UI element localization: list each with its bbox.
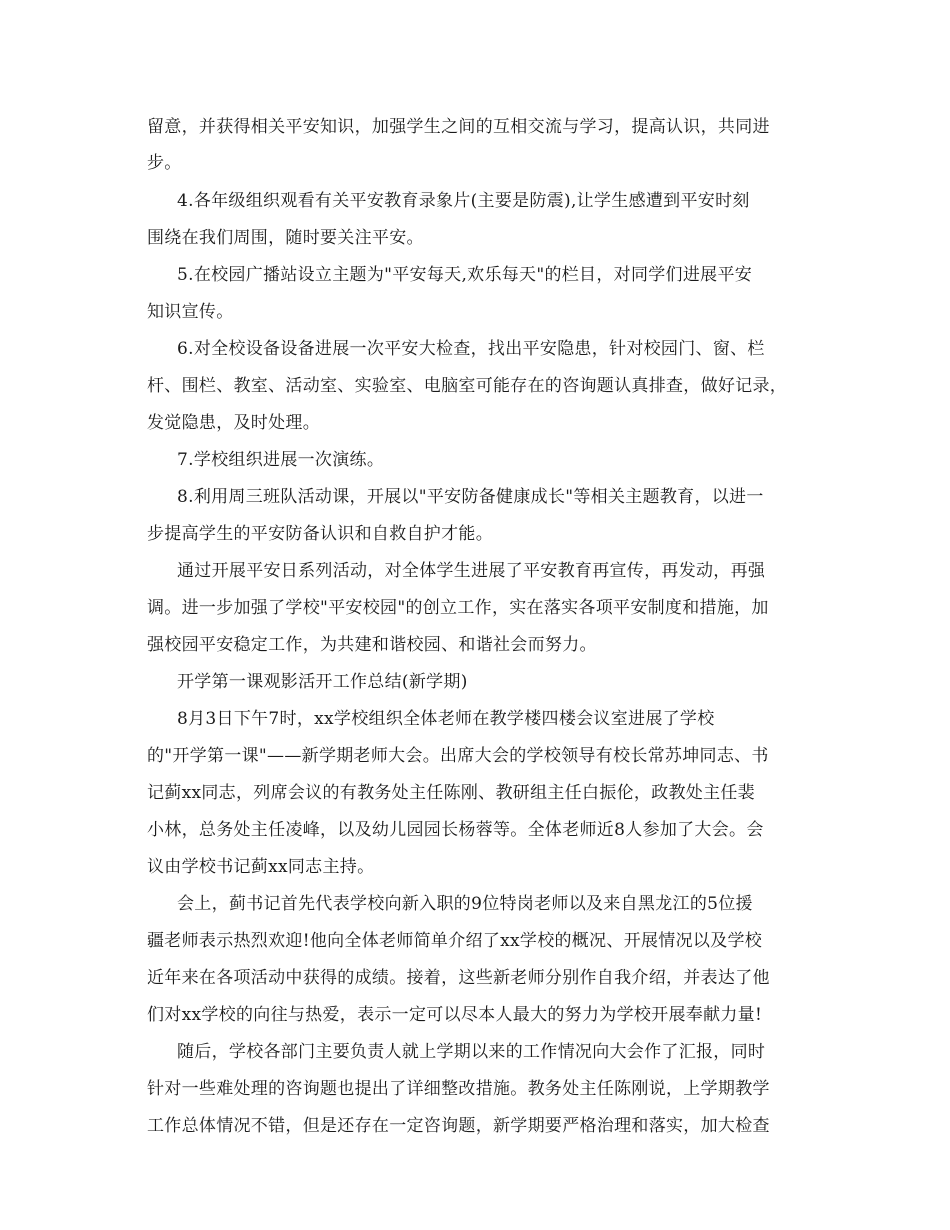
- list-item-8: 8.利用周三班队活动课，开展以"平安防备健康成长"等相关主题教育，以进一: [177, 487, 764, 507]
- text-line: 杆、围栏、教室、活动室、实验室、电脑室可能存在的咨询题认真排查，做好记录，: [147, 376, 788, 396]
- text-line: 小林，总务处主任凌峰，以及幼儿园园长杨蓉等。全体老师近8人参加了大会。会: [147, 820, 764, 840]
- paragraph-start: 会上，蓟书记首先代表学校向新入职的9位特岗老师以及来自黑龙江的5位援: [177, 894, 753, 914]
- text-line: 记蓟xx同志，列席会议的有教务处主任陈刚、教研组主任白振伦，政教处主任裴: [147, 783, 755, 803]
- text-line: 发觉隐患，及时处理。: [147, 413, 320, 433]
- list-item-4: 4.各年级组织观看有关平安教育录象片(主要是防震),让学生感遭到平安时刻: [177, 191, 750, 211]
- paragraph-start: 8月3日下午7时，xx学校组织全体老师在教学楼四楼会议室进展了学校: [177, 709, 715, 729]
- text-line: 步提高学生的平安防备认识和自救自护才能。: [147, 524, 493, 544]
- text-line: 的"开学第一课"——新学期老师大会。出席大会的学校领导有校长常苏坤同志、书: [147, 746, 769, 766]
- text-line: 知识宣传。: [147, 302, 234, 322]
- text-line: 针对一些难处理的咨询题也提出了详细整改措施。教务处主任陈刚说，上学期教学: [147, 1079, 770, 1099]
- paragraph-start: 通过开展平安日系列活动，对全体学生进展了平安教育再宣传，再发动，再强: [177, 561, 766, 581]
- text-line: 工作总体情况不错，但是还存在一定咨询题，新学期要严格治理和落实，加大检查: [147, 1116, 770, 1136]
- text-line: 留意，并获得相关平安知识，加强学生之间的互相交流与学习，提高认识，共同进: [147, 117, 770, 137]
- text-line: 近年来在各项活动中获得的成绩。接着，这些新老师分别作自我介绍，并表达了他: [147, 968, 770, 988]
- list-item-5: 5.在校园广播站设立主题为"平安每天,欢乐每天"的栏目，对同学们进展平安: [177, 265, 753, 285]
- text-line: 调。进一步加强了学校"平安校园"的创立工作，实在落实各项平安制度和措施，加: [147, 598, 769, 618]
- text-line: 疆老师表示热烈欢迎!他向全体老师简单介绍了xx学校的概况、开展情况以及学校: [147, 931, 763, 951]
- list-item-6: 6.对全校设备设备进展一次平安大检查，找出平安隐患，针对校园门、窗、栏: [177, 339, 765, 359]
- text-line: 围绕在我们周围，随时要关注平安。: [147, 228, 424, 248]
- paragraph-start: 随后，学校各部门主要负责人就上学期以来的工作情况向大会作了汇报，同时: [177, 1042, 766, 1062]
- section-heading: 开学第一课观影活开工作总结(新学期): [177, 672, 468, 692]
- list-item-7: 7.学校组织进展一次演练。: [177, 450, 385, 470]
- text-line: 议由学校书记蓟xx同志主持。: [147, 857, 375, 877]
- text-line: 步。: [147, 153, 182, 173]
- text-line: 们对xx学校的向往与热爱，表示一定可以尽本人最大的努力为学校开展奉献力量!: [147, 1005, 763, 1025]
- text-line: 强校园平安稳定工作，为共建和谐校园、和谐社会而努力。: [147, 635, 597, 655]
